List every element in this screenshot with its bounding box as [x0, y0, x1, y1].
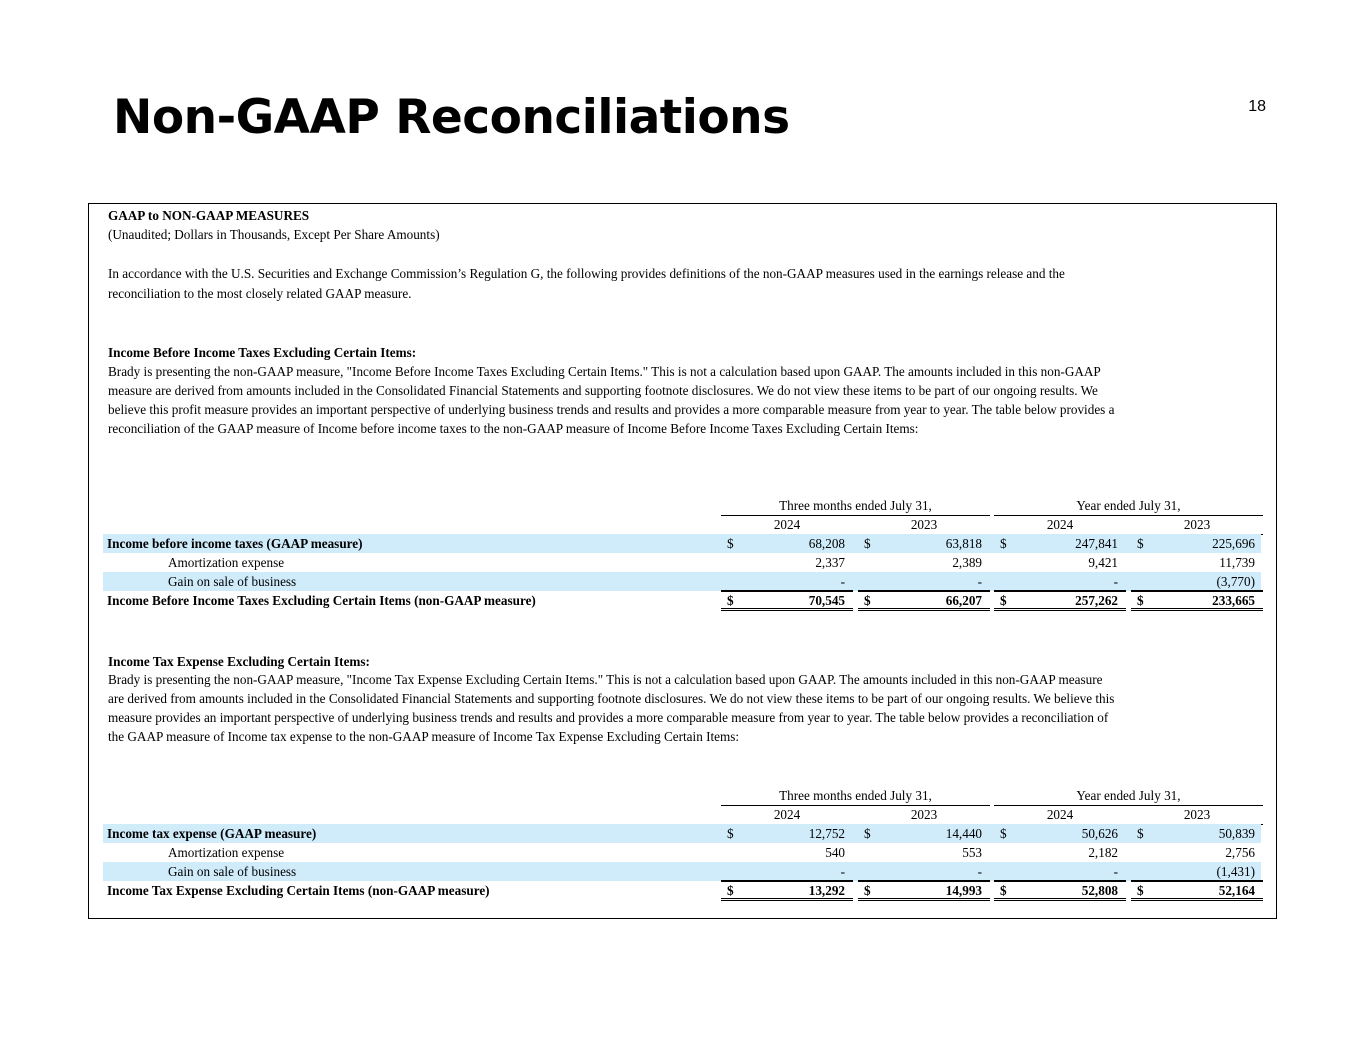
value-cell	[1131, 572, 1263, 591]
amount: 2,337	[815, 555, 845, 570]
year-header: 2023	[858, 515, 990, 535]
value-cell	[858, 591, 990, 611]
value-cell	[1131, 591, 1263, 611]
row-label: Amortization expense	[168, 845, 285, 860]
section1-paragraph-line: reconciliation of the GAAP measure of Income before income taxes to the non-GAAP measure of Income Before Income Taxes Excluding Certain Items:	[108, 421, 919, 436]
value-cell	[721, 843, 853, 861]
amount: 225,696	[1212, 536, 1255, 551]
amount: 11,739	[1219, 555, 1255, 570]
value-cell	[721, 862, 853, 881]
value-cell	[994, 824, 1126, 842]
amount: 66,207	[945, 593, 982, 608]
amount: 12,752	[808, 826, 845, 841]
amount: 257,262	[1075, 593, 1118, 608]
row-label: Income tax expense (GAAP measure)	[107, 826, 317, 841]
section2-paragraph-line: measure provides an important perspective of underlying business trends and results and provides a more comparable measure from year to year. The table below provides a reconciliation of	[108, 710, 1109, 725]
currency-symbol: $	[727, 593, 734, 608]
period-header: Three months ended July 31,	[721, 786, 990, 806]
amount: 553	[962, 845, 982, 860]
year-header: 2023	[1131, 805, 1263, 825]
value-cell	[1131, 824, 1263, 842]
table-row	[103, 862, 1261, 881]
currency-symbol: $	[1000, 883, 1007, 898]
amount: -	[977, 864, 982, 879]
section2-paragraph-line: Brady is presenting the non-GAAP measure, "Income Tax Expense Excluding Certain Items." This is not a calculation based upon GAAP. The amounts included in this non-GAAP measure	[108, 672, 1103, 687]
currency-symbol: $	[1137, 883, 1144, 898]
currency-symbol: $	[1137, 593, 1144, 608]
value-cell	[858, 824, 990, 842]
value-cell	[721, 553, 853, 571]
amount: 52,808	[1081, 883, 1118, 898]
amount: 63,818	[945, 536, 982, 551]
table-row	[103, 572, 1261, 591]
value-cell	[994, 862, 1126, 881]
amount: -	[977, 574, 982, 589]
currency-symbol: $	[864, 826, 871, 841]
amount: 13,292	[808, 883, 845, 898]
intro-subheading: (Unaudited; Dollars in Thousands, Except Per Share Amounts)	[108, 227, 440, 242]
section1-paragraph-line: Brady is presenting the non-GAAP measure, "Income Before Income Taxes Excluding Certain Items." This is not a calculation based upon GAAP. The amounts included in this non-GAAP	[108, 364, 1101, 379]
amount: 247,841	[1075, 536, 1118, 551]
amount: -	[840, 864, 845, 879]
currency-symbol: $	[1137, 826, 1144, 841]
amount: 14,440	[945, 826, 982, 841]
value-cell	[858, 843, 990, 861]
amount: -	[1113, 864, 1118, 879]
currency-symbol: $	[864, 536, 871, 551]
amount: (1,431)	[1216, 864, 1255, 879]
table-row	[103, 591, 1261, 610]
row-label: Income Before Income Taxes Excluding Certain Items (non-GAAP measure)	[107, 593, 536, 608]
value-cell	[858, 553, 990, 571]
table-row	[103, 534, 1261, 553]
currency-symbol: $	[727, 536, 734, 551]
amount: -	[1113, 574, 1118, 589]
currency-symbol: $	[1137, 536, 1144, 551]
period-header: Year ended July 31,	[994, 496, 1263, 516]
section1-table	[103, 496, 1261, 608]
table-row	[103, 881, 1261, 900]
value-cell	[994, 534, 1126, 552]
year-header: 2024	[721, 805, 853, 825]
value-cell	[721, 591, 853, 611]
intro-heading: GAAP to NON-GAAP MEASURES	[108, 208, 310, 223]
value-cell	[1131, 862, 1263, 881]
amount: 2,182	[1088, 845, 1118, 860]
amount: 540	[825, 845, 845, 860]
year-header: 2023	[858, 805, 990, 825]
year-header: 2023	[1131, 515, 1263, 535]
currency-symbol: $	[1000, 593, 1007, 608]
amount: 233,665	[1212, 593, 1255, 608]
year-header: 2024	[994, 515, 1126, 535]
amount: (3,770)	[1216, 574, 1255, 589]
page-number: 18	[1248, 98, 1266, 115]
section1-heading: Income Before Income Taxes Excluding Certain Items:	[108, 345, 417, 360]
amount: 50,839	[1218, 826, 1255, 841]
amount: 70,545	[808, 593, 845, 608]
amount: 14,993	[945, 883, 982, 898]
amount: 2,756	[1225, 845, 1255, 860]
intro-paragraph-line: In accordance with the U.S. Securities and Exchange Commission’s Regulation G, the following provides definitions of the non-GAAP measures used in the earnings release and the	[108, 266, 1065, 281]
section1-paragraph-line: believe this profit measure provides an important perspective of underlying business trends and results and provides a more comparable measure from year to year. The table below provides a	[108, 402, 1115, 417]
year-header: 2024	[994, 805, 1126, 825]
value-cell	[858, 881, 990, 901]
value-cell	[994, 553, 1126, 571]
section2-heading: Income Tax Expense Excluding Certain Items:	[108, 654, 370, 669]
value-cell	[994, 591, 1126, 611]
amount: 68,208	[808, 536, 845, 551]
value-cell	[1131, 881, 1263, 901]
value-cell	[721, 534, 853, 552]
currency-symbol: $	[864, 883, 871, 898]
currency-symbol: $	[727, 826, 734, 841]
section1-paragraph-line: measure are derived from amounts included in the Consolidated Financial Statements and supporting footnote disclosures. We do not view these items to be part of our ongoing results. We	[108, 383, 1098, 398]
value-cell	[1131, 843, 1263, 861]
section2-table	[103, 786, 1261, 898]
value-cell	[1131, 534, 1263, 552]
row-label: Income Tax Expense Excluding Certain Items (non-GAAP measure)	[107, 883, 490, 898]
value-cell	[994, 572, 1126, 591]
value-cell	[721, 824, 853, 842]
year-header: 2024	[721, 515, 853, 535]
amount: 9,421	[1088, 555, 1118, 570]
amount: -	[840, 574, 845, 589]
value-cell	[1131, 553, 1263, 571]
table-row	[103, 824, 1261, 843]
period-header: Year ended July 31,	[994, 786, 1263, 806]
value-cell	[721, 572, 853, 591]
currency-symbol: $	[727, 883, 734, 898]
table-row	[103, 843, 1261, 862]
value-cell	[994, 843, 1126, 861]
intro-paragraph-line: reconciliation to the most closely related GAAP measure.	[108, 286, 412, 301]
period-header: Three months ended July 31,	[721, 496, 990, 516]
section2-paragraph-line: the GAAP measure of Income tax expense to the non-GAAP measure of Income Tax Expense Excluding Certain Items:	[108, 729, 740, 744]
amount: 52,164	[1218, 883, 1255, 898]
table-row	[103, 553, 1261, 572]
row-label: Amortization expense	[168, 555, 285, 570]
value-cell	[858, 862, 990, 881]
slide-title: Non-GAAP Reconciliations	[113, 90, 790, 145]
section2-paragraph-line: are derived from amounts included in the Consolidated Financial Statements and supporting footnote disclosures. We do not view these items to be part of our ongoing results. We believe this	[108, 691, 1115, 706]
amount: 2,389	[952, 555, 982, 570]
currency-symbol: $	[1000, 536, 1007, 551]
currency-symbol: $	[864, 593, 871, 608]
value-cell	[858, 534, 990, 552]
row-label: Income before income taxes (GAAP measure)	[107, 536, 363, 551]
value-cell	[721, 881, 853, 901]
row-label: Gain on sale of business	[168, 574, 297, 589]
row-label: Gain on sale of business	[168, 864, 297, 879]
reconciliation-panel	[88, 203, 1277, 919]
value-cell	[994, 881, 1126, 901]
value-cell	[858, 572, 990, 591]
currency-symbol: $	[1000, 826, 1007, 841]
amount: 50,626	[1081, 826, 1118, 841]
